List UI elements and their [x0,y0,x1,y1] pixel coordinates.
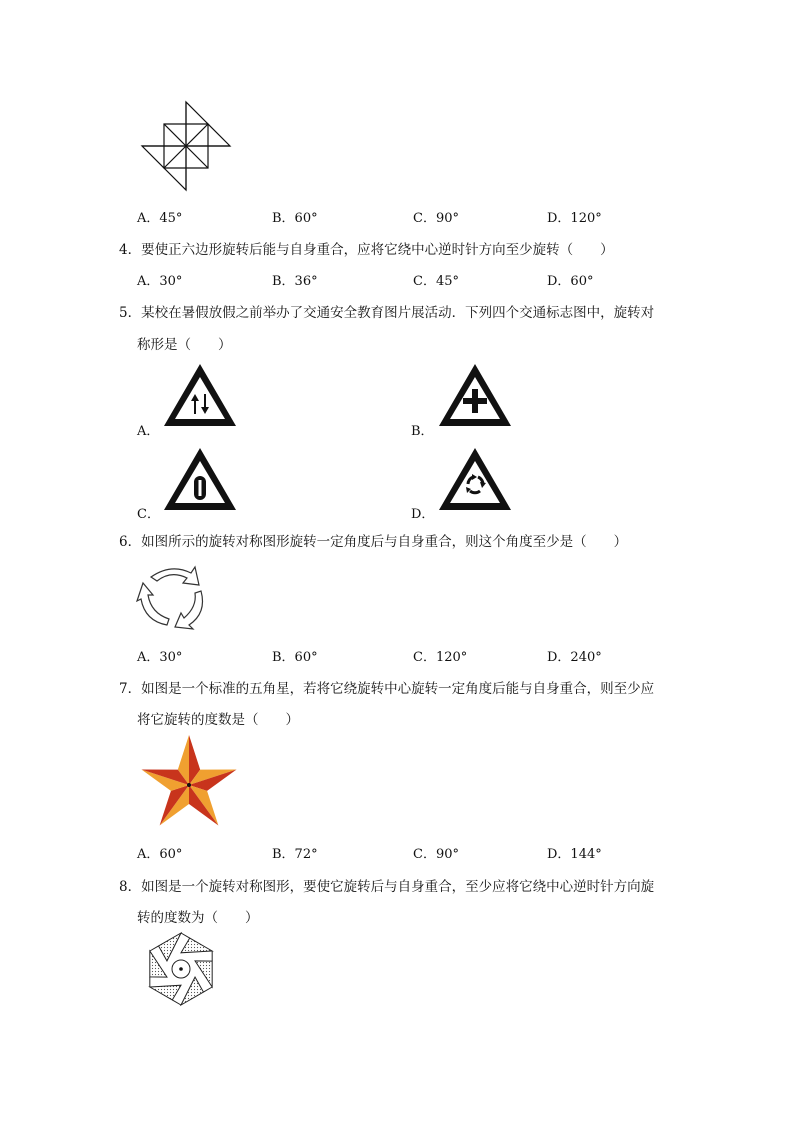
q7-option-d: D．144° [547,847,602,862]
q3-option-d: D．120° [547,211,602,226]
q5-label-d: D． [411,507,435,522]
five-pointed-star-figure [137,733,241,831]
outer-edge [172,1000,181,1005]
shaded-triangle [181,938,212,953]
q7-line1: 7．如图是一个标准的五角星，若将它绕旋转中心旋转一定角度后能与自身重合，则至少应 [119,681,655,697]
rotating-triangles-figure [139,931,223,1007]
recycle-arrows-figure [137,563,209,629]
q4-text: 4．要使正六边形旋转后能与自身重合，应将它绕中心逆时针方向至少旋转（ ） [119,242,614,258]
outer-edge [203,987,212,992]
shaded-triangle [150,985,181,1000]
q4-option-a: A．30° [137,274,183,289]
q4-option-b: B．36° [272,274,318,289]
q5-label-b: B． [411,424,434,439]
sign-roundabout-icon [437,446,513,512]
q7-option-a: A．60° [137,847,183,862]
q6-option-a: A．30° [137,650,183,665]
q8-line1: 8．如图是一个旋转对称图形，要使它旋转后与自身重合，至少应将它绕中心逆时针方向旋 [119,879,655,895]
q4-option-c: C．45° [413,274,459,289]
q7-line2: 将它旋转的度数是（ ） [137,712,299,728]
q6-option-d: D．240° [547,650,602,665]
q5-label-a: A． [137,424,160,439]
center-dot [179,967,183,971]
sign-narrow-road-icon [162,446,238,512]
sign-two-way-icon [162,362,238,428]
q3-option-c: C．90° [413,211,459,226]
q4-option-d: D．60° [547,274,594,289]
shaded-triangle [159,933,181,961]
q5-label-c: C． [137,507,160,522]
outer-edge [150,946,159,951]
pinwheel-figure [140,100,232,192]
outer-edge [181,933,190,938]
q5-line2: 称形是（ ） [137,337,232,353]
q8-line2: 转的度数为（ ） [137,910,259,926]
q7-option-c: C．90° [413,847,459,862]
q6-option-c: C．120° [413,650,468,665]
q6-option-b: B．60° [272,650,318,665]
q3-option-b: B．60° [272,211,318,226]
shaded-triangle [181,977,203,1005]
star-center-dot [187,783,191,787]
q6-text: 6．如图所示的旋转对称图形旋转一定角度后与自身重合，则这个角度至少是（ ） [119,534,628,550]
q7-option-b: B．72° [272,847,318,862]
sign-crossroad-icon [437,362,513,428]
q5-line1: 5．某校在暑假放假之前举办了交通安全教育图片展活动．下列四个交通标志图中，旋转对 [119,305,655,321]
q3-option-a: A．45° [137,211,183,226]
